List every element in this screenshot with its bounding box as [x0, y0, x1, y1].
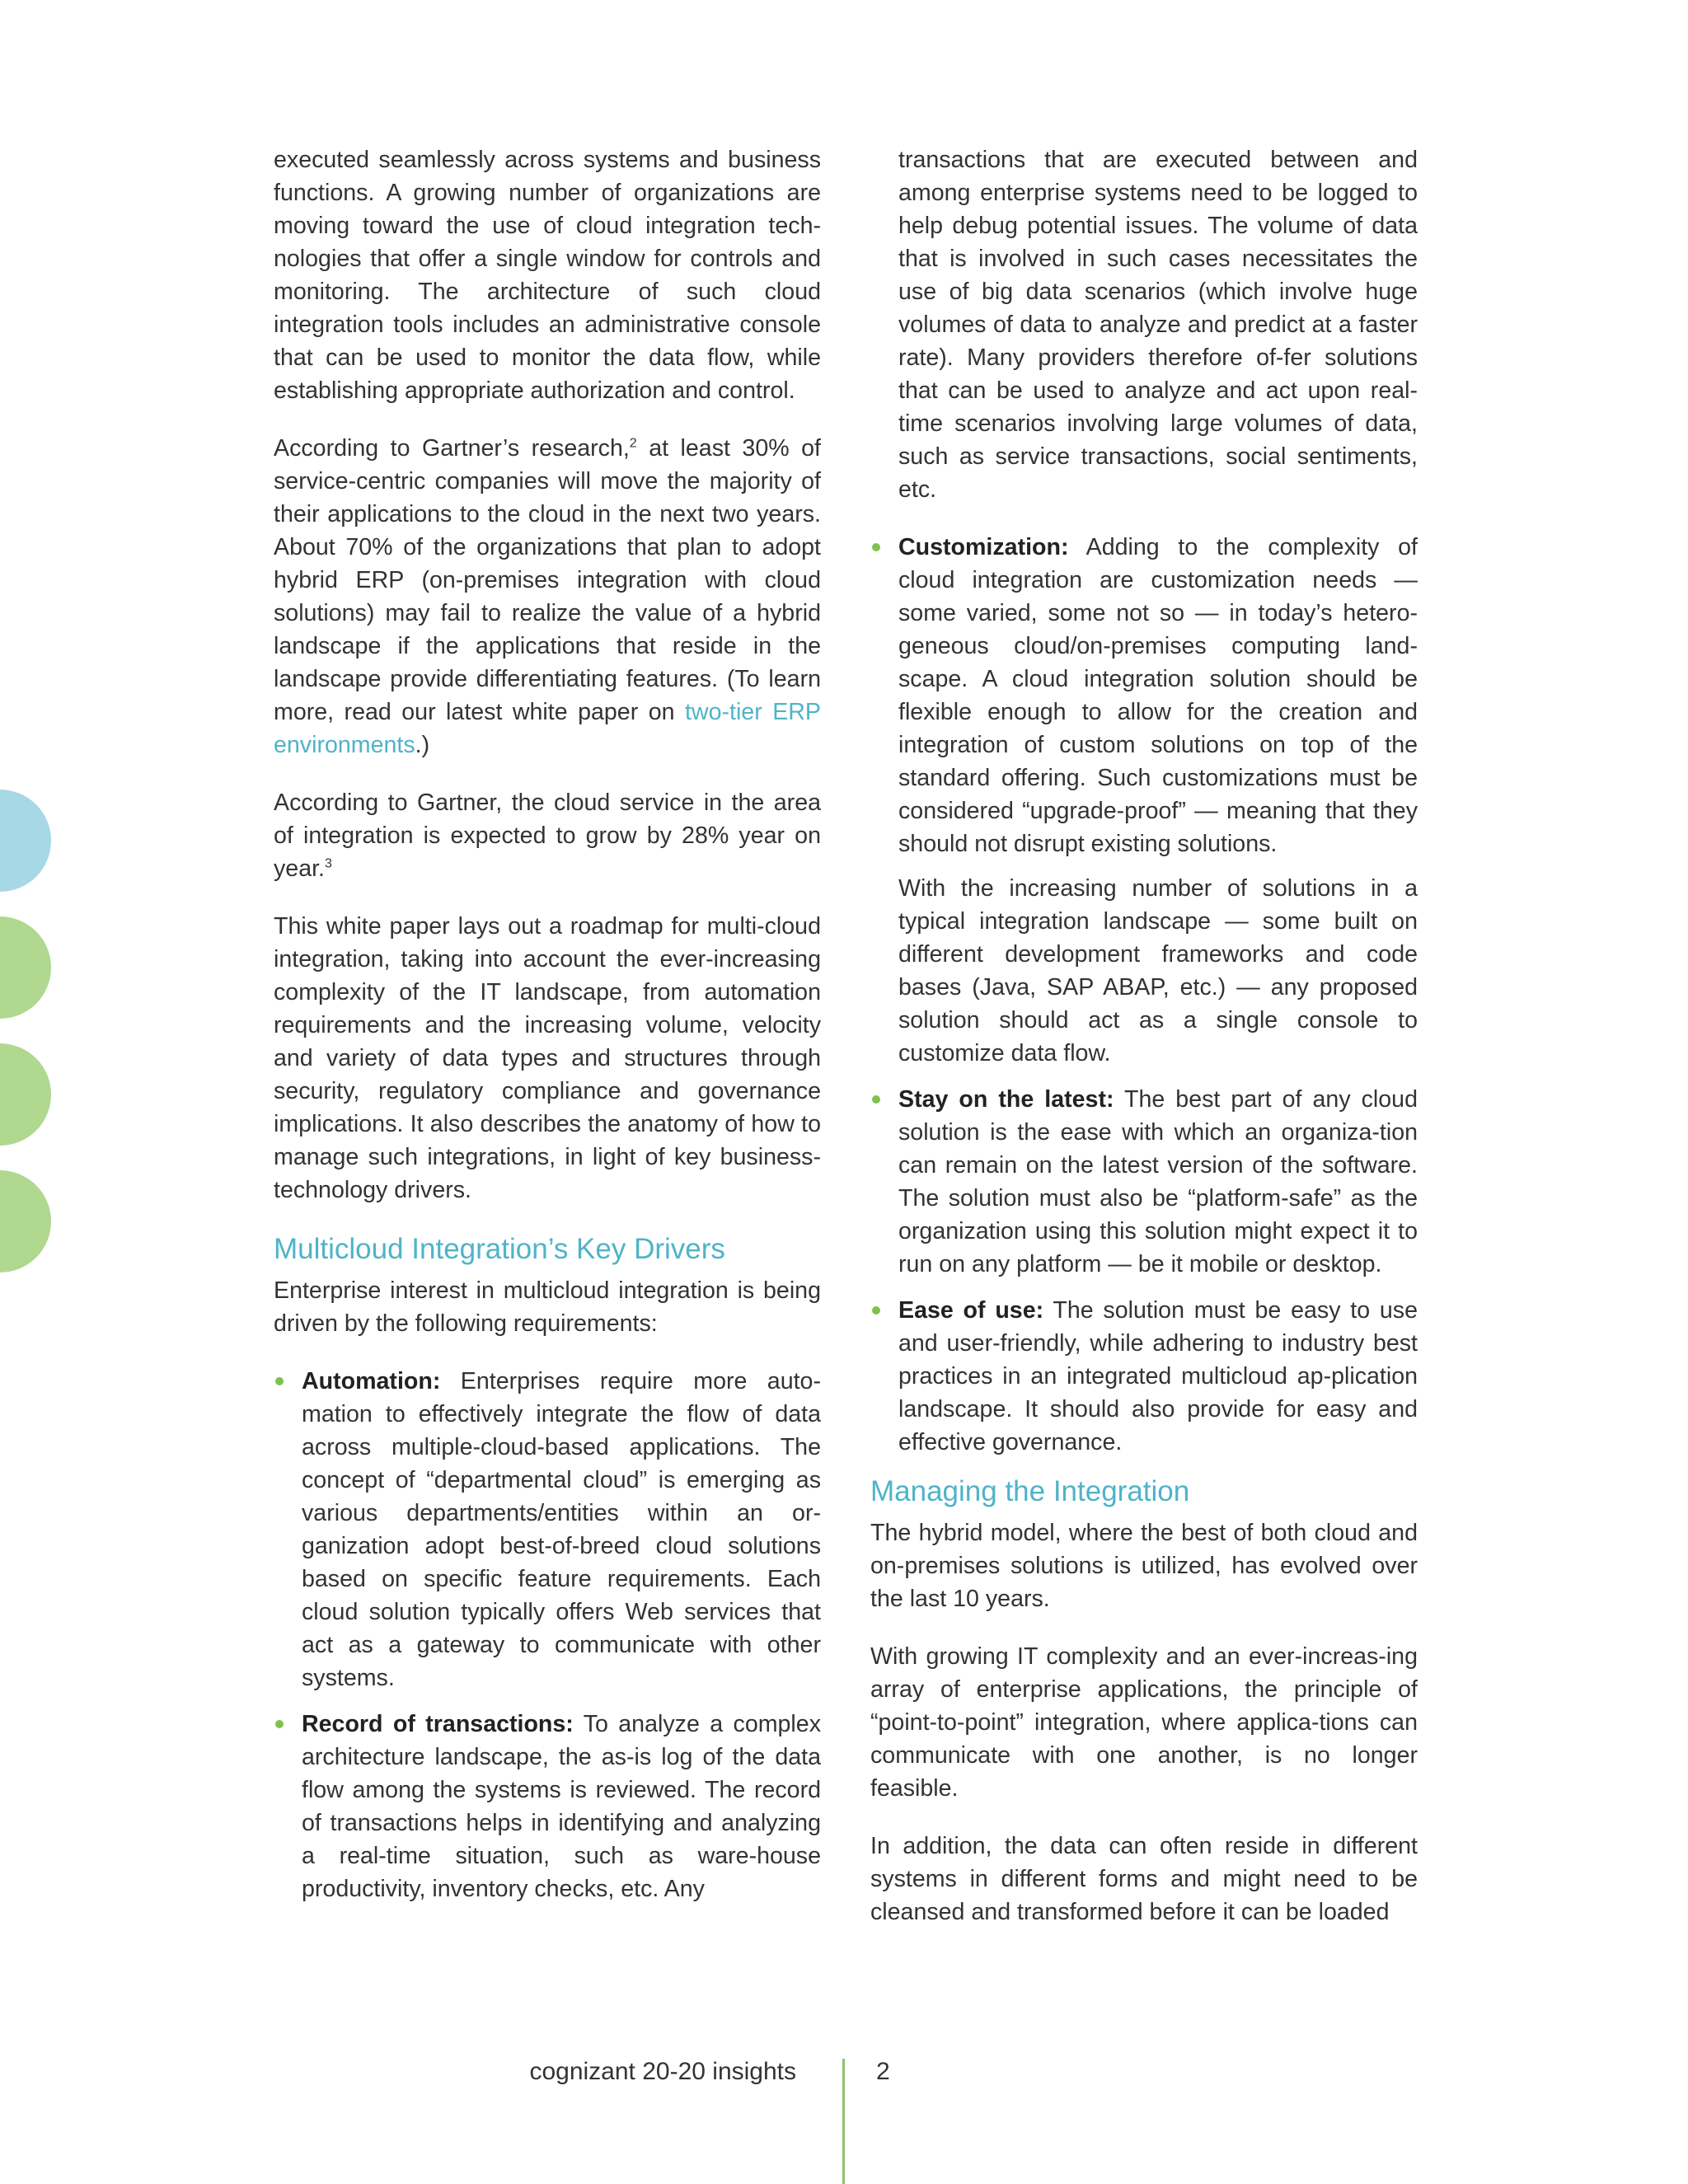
bullet-text: Adding to the complexity of cloud integration are customization needs — some varied, some not so — in today’s hetero-geneous cloud/on-premises computing land-scape. A cloud integration solution should be flexible enough to allow for the creation and integration of custom solutions on top of the standard offering. Such customizations must be considered “upgrade-proof” — meaning that they should not disrupt existing solutions. — [898, 534, 1418, 857]
two-tier-erp-link[interactable]: two-tier ERP environments — [274, 699, 821, 758]
text-run: According to Gartner’s research, — [274, 435, 630, 462]
decorative-circle-green — [0, 1170, 51, 1272]
bullet-text: Enterprises require more auto-mation to effectively integrate the flow of data across multiple-cloud-based applications. The concept of “departmental cloud” is emerging as various departments/entities within an or-ganization adopt best-of-breed cloud solutions based on specific feature requirements. Each cloud solution typically offers Web services that act as a gateway to communicate with other systems. — [302, 1368, 821, 1691]
paragraph-gartner-growth — [274, 786, 821, 885]
page-number: 2 — [876, 2058, 890, 2085]
footer-divider — [842, 2059, 845, 2184]
section-heading: Managing the Integration — [870, 1475, 1190, 1507]
list-item — [870, 1083, 1418, 1281]
bullet-icon — [275, 1720, 284, 1728]
paragraph: In addition, the data can often reside in different systems in different forms and might need to be cleansed and transformed before it can be loaded — [870, 1833, 1418, 1925]
left-column — [274, 143, 821, 1920]
list-item — [870, 531, 1418, 1070]
right-column — [870, 143, 1418, 1929]
footnote-ref: 3 — [325, 856, 332, 871]
text-run: According to Gartner, the cloud service in the area of integration is expected to grow by 28% year on year. — [274, 790, 821, 882]
footer-brand: cognizant 20-20 insights — [529, 2058, 796, 2085]
bullet-subparagraph: With the increasing number of solutions in a typical integration landscape — some built on different development frameworks and code bases (Java, SAP ABAP, etc.) — any proposed solution should act as a single console to customize data flow. — [898, 875, 1418, 1066]
section-heading: Multicloud Integration’s Key Drivers — [274, 1233, 725, 1265]
decorative-circle-green — [0, 1043, 51, 1146]
bullet-list — [870, 531, 1418, 1459]
list-item — [274, 1708, 821, 1905]
text-run: .) — [415, 732, 430, 758]
list-item — [274, 1365, 821, 1694]
decorative-circle-blue — [0, 790, 51, 892]
bullet-text: The best part of any cloud solution is the ease with which an organiza-tion can remain on the latest version of the software. The solution must also be “platform-safe” as the organization using this solution might expect it to run on any platform — be it mobile or desktop. — [898, 1086, 1418, 1277]
bullet-term: Record of transactions: — [302, 1711, 574, 1737]
bullet-text: To analyze a complex architecture landscape, the as-is log of the data flow among the systems is reviewed. The record of transactions helps in identifying and analyzing a real-time situation, such as ware-house productivity, inventory checks, etc. Any — [302, 1711, 821, 1902]
paragraph-gartner-research — [274, 432, 821, 762]
bullet-icon — [872, 543, 880, 551]
bullet-icon — [872, 1095, 880, 1104]
paragraph: executed seamlessly across systems and business functions. A growing number of organizations are moving toward the use of cloud integration tech-nologies that offer a single window for controls and monitoring. The architecture of such cloud integration tools includes an administrative console that can be used to monitor the data flow, while establishing appropriate authorization and control. — [274, 147, 821, 404]
text-run: at least 30% of service-centric companies will move the majority of their applications to the cloud in the next two years. About 70% of the organizations that plan to adopt hybrid ERP (on-premises integration with cloud solutions) may fail to realize the value of a hybrid landscape if the applications that reside in the landscape provide differentiating features. (To learn more, read our latest white paper on — [274, 435, 821, 725]
paragraph: This white paper lays out a roadmap for multi-cloud integration, taking into account the ever-increasing complexity of the IT landscape, from automation requirements and the increasing volume, velocity and variety of data types and structures through security, regulatory compliance and governance implications. It also describes the anatomy of how to manage such integrations, in light of key business-technology drivers. — [274, 913, 821, 1203]
bullet-term: Customization: — [898, 534, 1069, 560]
decorative-circle-green — [0, 916, 51, 1019]
bullet-text: The solution must be easy to use and user-friendly, while adhering to industry best practices in an integrated multicloud ap-plication landscape. It should also provide for easy and effective governance. — [898, 1297, 1418, 1455]
list-item — [870, 1294, 1418, 1459]
bullet-term: Ease of use: — [898, 1297, 1044, 1324]
paragraph-continuation: transactions that are executed between and among enterprise systems need to be logged to help debug potential issues. The volume of data that is involved in such cases necessitates the use of big data scenarios (which involve huge volumes of data to analyze and predict at a faster rate). Many providers therefore of-fer solutions that can be used to analyze and act upon real-time scenarios involving large volumes of data, such as service transactions, social sentiments, etc. — [898, 147, 1418, 503]
paragraph: With growing IT complexity and an ever-increas-ing array of enterprise applications, the principle of “point-to-point” integration, where applica-tions can communicate with one another, is no longer feasible. — [870, 1643, 1418, 1802]
bullet-term: Stay on the latest: — [898, 1086, 1114, 1113]
bullet-icon — [872, 1306, 880, 1315]
footnote-ref: 2 — [629, 436, 637, 451]
paragraph: The hybrid model, where the best of both cloud and on-premises solutions is utilized, has evolved over the last 10 years. — [870, 1520, 1418, 1612]
paragraph: Enterprise interest in multicloud integration is being driven by the following requirements: — [274, 1277, 821, 1337]
bullet-list — [274, 1365, 821, 1905]
bullet-icon — [275, 1377, 284, 1385]
bullet-term: Automation: — [302, 1368, 441, 1394]
